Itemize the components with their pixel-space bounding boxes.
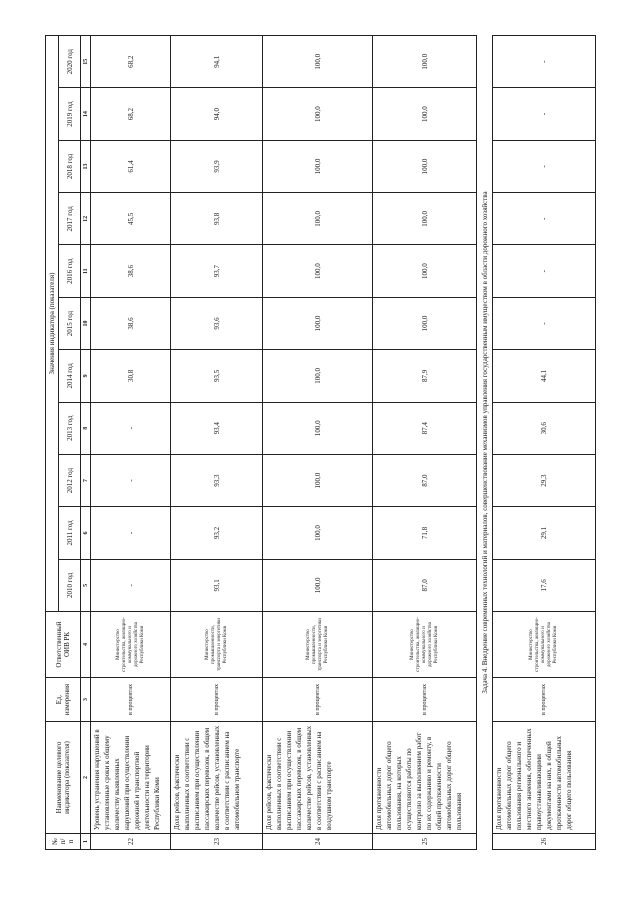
header-year: 2014 год (59, 350, 81, 402)
table-row (91, 36, 171, 850)
indicator-unit: в процентах (373, 678, 477, 722)
table-row (171, 36, 263, 850)
header-unit: Ед. измерения (46, 678, 81, 722)
value-cell: - (91, 402, 171, 454)
task-row (477, 36, 493, 850)
indicator-name: Доля рейсов, фактически выполненных в соответствии с расписанием при осуществлении пассажирских перевозок, в общем количестве рейсов, установленных в соответствии с расписанием на автомобильном транспорте (171, 722, 263, 834)
responsible-org: Министерство строительства, жилищно-коммунального и дорожного хозяйства Республики Коми (373, 612, 477, 678)
value-cell: - (493, 193, 596, 245)
indicator-unit: в процентах (91, 678, 171, 722)
value-cell: 100,0 (263, 245, 373, 297)
column-number: 7 (81, 454, 91, 506)
header-values-group: Значения индикатора (показателя) (46, 36, 59, 612)
column-number: 14 (81, 88, 91, 140)
value-cell: 100,0 (373, 245, 477, 297)
value-cell: 45,5 (91, 193, 171, 245)
value-cell: 30,6 (493, 402, 596, 454)
responsible-org: Министерство промышленности, транспорта и энергетики Республики Коми (263, 612, 373, 678)
value-cell: 30,8 (91, 350, 171, 402)
column-number: 9 (81, 350, 91, 402)
column-number: 4 (81, 612, 91, 678)
value-cell: 93,9 (171, 140, 263, 192)
header-year: 2015 год (59, 297, 81, 349)
header-year: 2017 год (59, 193, 81, 245)
value-cell: 17,6 (493, 559, 596, 611)
header-year: 2012 год (59, 454, 81, 506)
value-cell: 61,4 (91, 140, 171, 192)
value-cell: 100,0 (373, 36, 477, 88)
value-cell: 93,1 (171, 559, 263, 611)
row-number: 24 (263, 834, 373, 850)
value-cell: 100,0 (263, 140, 373, 192)
column-number: 5 (81, 559, 91, 611)
value-cell: 68,2 (91, 88, 171, 140)
value-cell: 100,0 (263, 507, 373, 559)
value-cell: 100,0 (263, 402, 373, 454)
value-cell: 87,0 (373, 454, 477, 506)
column-number: 8 (81, 402, 91, 454)
table-row (373, 36, 477, 850)
value-cell: 94,1 (171, 36, 263, 88)
header-num: № п/п (46, 834, 81, 850)
column-number: 10 (81, 297, 91, 349)
value-cell: 87,0 (373, 559, 477, 611)
header-year: 2010 год (59, 559, 81, 611)
value-cell: - (493, 88, 596, 140)
value-cell: 93,6 (171, 297, 263, 349)
value-cell: 29,1 (493, 507, 596, 559)
indicator-unit: в процентах (171, 678, 263, 722)
value-cell: 100,0 (373, 88, 477, 140)
value-cell: 38,6 (91, 297, 171, 349)
indicator-name: Доля рейсов, фактически выполненных в соответствии с расписанием при осуществлении пассажирских перевозок, в общем количестве рейсов, установленных в соответствии с расписанием на воздушном транспорте (263, 722, 373, 834)
indicator-name: Уровень устранения нарушений в установленные сроки к общему количеству выявленных нарушений при осуществлении дорожной и транспортной деятельности на территории Республики Коми (91, 722, 171, 834)
column-number: 11 (81, 245, 91, 297)
value-cell: 93,8 (171, 193, 263, 245)
value-cell: 87,4 (373, 402, 477, 454)
value-cell: 93,4 (171, 402, 263, 454)
column-number: 13 (81, 140, 91, 192)
value-cell: 93,3 (171, 454, 263, 506)
value-cell: - (493, 36, 596, 88)
table-row (493, 36, 596, 850)
header-year: 2011 год (59, 507, 81, 559)
header-year: 2016 год (59, 245, 81, 297)
value-cell: 94,0 (171, 88, 263, 140)
value-cell: 38,6 (91, 245, 171, 297)
header-year: 2020 год (59, 36, 81, 88)
header-name: Наименование целевого индикатора (показателя) (46, 722, 81, 834)
value-cell: - (493, 297, 596, 349)
responsible-org: Министерство строительства, жилищно-коммунального и дорожного хозяйства Республики Коми (91, 612, 171, 678)
table-row (263, 36, 373, 850)
header-org: Ответственный ОИВ РК (46, 612, 81, 678)
value-cell: 100,0 (263, 88, 373, 140)
value-cell: - (493, 140, 596, 192)
row-number: 25 (373, 834, 477, 850)
row-number: 23 (171, 834, 263, 850)
header-year: 2019 год (59, 88, 81, 140)
column-number: 1 (81, 834, 91, 850)
value-cell: 71,8 (373, 507, 477, 559)
value-cell: 93,2 (171, 507, 263, 559)
responsible-org: Министерство промышленности, транспорта и энергетики Республики Коми (171, 612, 263, 678)
indicator-unit: в процентах (263, 678, 373, 722)
value-cell: - (91, 507, 171, 559)
column-number: 15 (81, 36, 91, 88)
value-cell: 100,0 (263, 193, 373, 245)
header-year: 2018 год (59, 140, 81, 192)
value-cell: 87,9 (373, 350, 477, 402)
value-cell: 100,0 (373, 193, 477, 245)
indicator-name: Доля протяженности автомобильных дорог общего пользования, на которых осуществляются работы по контролю за выполнением работ по их содержанию и ремонту, в общей протяженности автомобильных дорог общего пользования (373, 722, 477, 834)
value-cell: 100,0 (263, 36, 373, 88)
value-cell: 100,0 (263, 454, 373, 506)
column-number: 3 (81, 678, 91, 722)
row-number: 22 (91, 834, 171, 850)
indicator-unit: в процентах (493, 678, 596, 722)
value-cell: 100,0 (373, 297, 477, 349)
indicators-table (45, 35, 596, 850)
value-cell: - (91, 454, 171, 506)
value-cell: 100,0 (263, 350, 373, 402)
value-cell: 100,0 (263, 559, 373, 611)
rotated-table-page (45, 35, 573, 850)
column-number: 12 (81, 193, 91, 245)
value-cell: 93,5 (171, 350, 263, 402)
column-number: 6 (81, 507, 91, 559)
row-number: 26 (493, 834, 596, 850)
value-cell: 44,1 (493, 350, 596, 402)
value-cell: 100,0 (373, 140, 477, 192)
indicator-name: Доля протяженности автомобильных дорог общего пользования регионального и местного значения, обеспеченных правоустанавливающими документами на них, в общей протяженности автомобильных дорог общего пользования (493, 722, 596, 834)
value-cell: - (493, 245, 596, 297)
value-cell: 100,0 (263, 297, 373, 349)
header-year: 2013 год (59, 402, 81, 454)
value-cell: - (91, 559, 171, 611)
column-number: 2 (81, 722, 91, 834)
responsible-org: Министерство строительства, жилищно-коммунального и дорожного хозяйства Республики Коми (493, 612, 596, 678)
value-cell: 29,3 (493, 454, 596, 506)
value-cell: 93,7 (171, 245, 263, 297)
value-cell: 68,2 (91, 36, 171, 88)
task-4-heading: Задача 4. Внедрение современных технологий и материалов, совершенствование механизмов управления государственным имуществом в области дорожного хозяйства (477, 36, 493, 850)
